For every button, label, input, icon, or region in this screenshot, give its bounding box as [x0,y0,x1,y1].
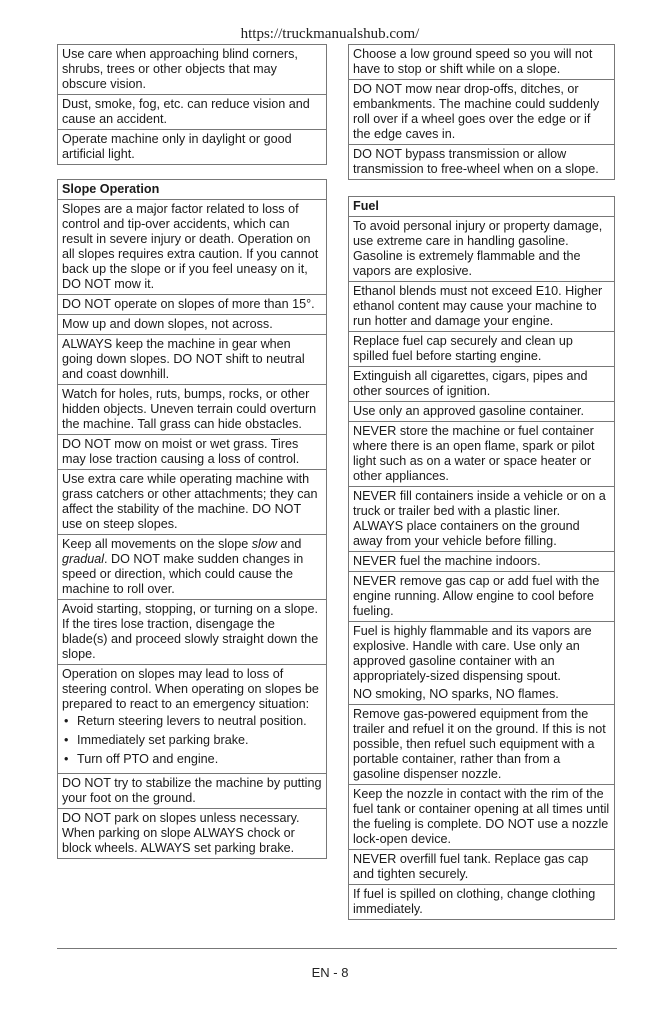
table-cell: Use extra care while operating machine with grass catchers or other attachments; they can affect the stability of the machine. DO NOT use on steep slopes. [58,470,327,535]
table-row [58,535,327,600]
bullet-item: • Immediately set parking brake. [62,733,322,748]
table-row [349,217,615,282]
table-cell: DO NOT mow on moist or wet grass. Tires may lose traction causing a loss of control. [58,435,327,470]
text-segment: Keep all movements on the slope [62,537,252,551]
no-smoking-paragraph: NO smoking, NO sparks, NO flames. [353,687,559,701]
bullet-item: • Turn off PTO and engine. [62,752,322,767]
visibility-table [57,44,327,165]
table-row [349,785,615,850]
table-cell: Extinguish all cigarettes, cigars, pipes and other sources of ignition. [349,367,615,402]
table-row [58,295,327,315]
table-cell: Use only an approved gasoline container. [349,402,615,422]
right-column [348,44,615,920]
table-cell: NEVER overfill fuel tank. Replace gas cap and tighten securely. [349,850,615,885]
section-title-slope: Slope Operation [58,180,327,200]
table-row [349,885,615,920]
table-row [58,470,327,535]
table-row [349,572,615,622]
table-cell: DO NOT operate on slopes of more than 15°. [58,295,327,315]
table-row [58,809,327,859]
slope-operation-table [57,179,327,859]
table-cell: DO NOT park on slopes unless necessary. When parking on slope ALWAYS chock or block wheels. ALWAYS set parking brake. [58,809,327,859]
table-row [58,665,327,774]
table-row [349,402,615,422]
table-cell: DO NOT bypass transmission or allow transmission to free-wheel when on a slope. [349,145,615,180]
table-row [349,332,615,367]
table-cell: If fuel is spilled on clothing, change clothing immediately. [349,885,615,920]
table-cell: DO NOT mow near drop-offs, ditches, or embankments. The machine could suddenly roll over if a wheel goes over the edge or if the edge caves in. [349,80,615,145]
table-cell: NEVER store the machine or fuel container where there is an open flame, spark or pilot light such as on a water or space heater or other appliances. [349,422,615,487]
emphasis-slow: slow [251,537,277,551]
table-row [58,315,327,335]
page-number: EN - 8 [311,965,349,980]
table-cell: Slopes are a major factor related to loss of control and tip-over accidents, which can result in severe injury or death. Operation on all slopes requires extra caution. If you cannot back up the slope or if you feel uneasy on it, DO NOT mow it. [58,200,327,295]
table-cell: Mow up and down slopes, not across. [58,315,327,335]
table-row [58,335,327,385]
table-cell: Operate machine only in daylight or good artificial light. [58,130,327,165]
table-cell: NEVER fill containers inside a vehicle or on a truck or trailer bed with a plastic liner. ALWAYS place containers on the ground away from your vehicle before filling. [349,487,615,552]
table-cell: Use care when approaching blind corners, shrubs, trees or other objects that may obscure vision. [58,45,327,95]
table-cell: Dust, smoke, fog, etc. can reduce vision and cause an accident. [58,95,327,130]
table-cell: Keep the nozzle in contact with the rim of the fuel tank or container opening at all times until the fueling is complete. DO NOT use a nozzle lock-open device. [349,785,615,850]
table-row [349,145,615,180]
table-row [58,95,327,130]
table-cell: NEVER remove gas cap or add fuel with the engine running. Allow engine to cool before fueling. [349,572,615,622]
table-cell: ALWAYS keep the machine in gear when going down slopes. DO NOT shift to neutral and coast downhill. [58,335,327,385]
table-cell: NEVER fuel the machine indoors. [349,552,615,572]
steering-bullet-list [62,714,322,767]
steering-control-cell [58,665,327,774]
table-cell: Replace fuel cap securely and clean up spilled fuel before starting engine. [349,332,615,367]
left-column [57,44,327,859]
header-url: https://truckmanualshub.com/ [240,26,420,42]
table-row [349,552,615,572]
table-row [58,45,327,95]
section-heading-row [349,197,615,217]
section-heading-row [58,180,327,200]
table-cell: Ethanol blends must not exceed E10. Higher ethanol content may cause your machine to run hotter and damage your engine. [349,282,615,332]
table-row [58,774,327,809]
table-cell: Avoid starting, stopping, or turning on a slope. If the tires lose traction, disengage the blade(s) and proceed slowly straight down the slope. [58,600,327,665]
flammable-paragraph: Fuel is highly flammable and its vapors are explosive. Handle with care. Use only an approved gasoline container with an appropriately-sized dispensing spout. [353,624,592,683]
table-row [58,130,327,165]
table-cell: DO NOT try to stabilize the machine by putting your foot on the ground. [58,774,327,809]
table-row [349,80,615,145]
table-row [58,200,327,295]
emphasis-gradual: gradual [62,552,105,566]
fuel-table [348,196,615,920]
gradual-movement-cell [58,535,327,600]
table-row [349,45,615,80]
bullet-item: • Return steering levers to neutral position. [62,714,322,729]
table-row [349,705,615,785]
table-cell: Watch for holes, ruts, bumps, rocks, or other hidden objects. Uneven terrain could overturn the machine. Tall grass can hide obstacles. [58,385,327,435]
footer-divider [57,948,617,949]
table-row [349,487,615,552]
flammable-warning-cell [349,622,615,705]
table-cell: To avoid personal injury or property damage, use extreme care in handling gasoline. Gasoline is extremely flammable and the vapors are explosive. [349,217,615,282]
table-row [58,435,327,470]
steering-intro: Operation on slopes may lead to loss of steering control. When operating on slopes be prepared to react to an emergency situation: [62,667,319,711]
text-segment: and [276,537,302,551]
table-row [349,622,615,705]
table-row [58,600,327,665]
table-row [349,422,615,487]
table-cell: Choose a low ground speed so you will not have to stop or shift while on a slope. [349,45,615,80]
table-row [349,850,615,885]
table-row [58,385,327,435]
section-title-fuel: Fuel [349,197,615,217]
slope-continued-table [348,44,615,180]
table-cell: Remove gas-powered equipment from the trailer and refuel it on the ground. If this is not possible, then refuel such equipment with a portable container, rather than from a gasoline dispenser nozzle. [349,705,615,785]
text-segment: . DO NOT make sudden changes in speed or direction, which could cause the machine to roll over. [62,552,304,596]
table-row [349,367,615,402]
table-row [349,282,615,332]
